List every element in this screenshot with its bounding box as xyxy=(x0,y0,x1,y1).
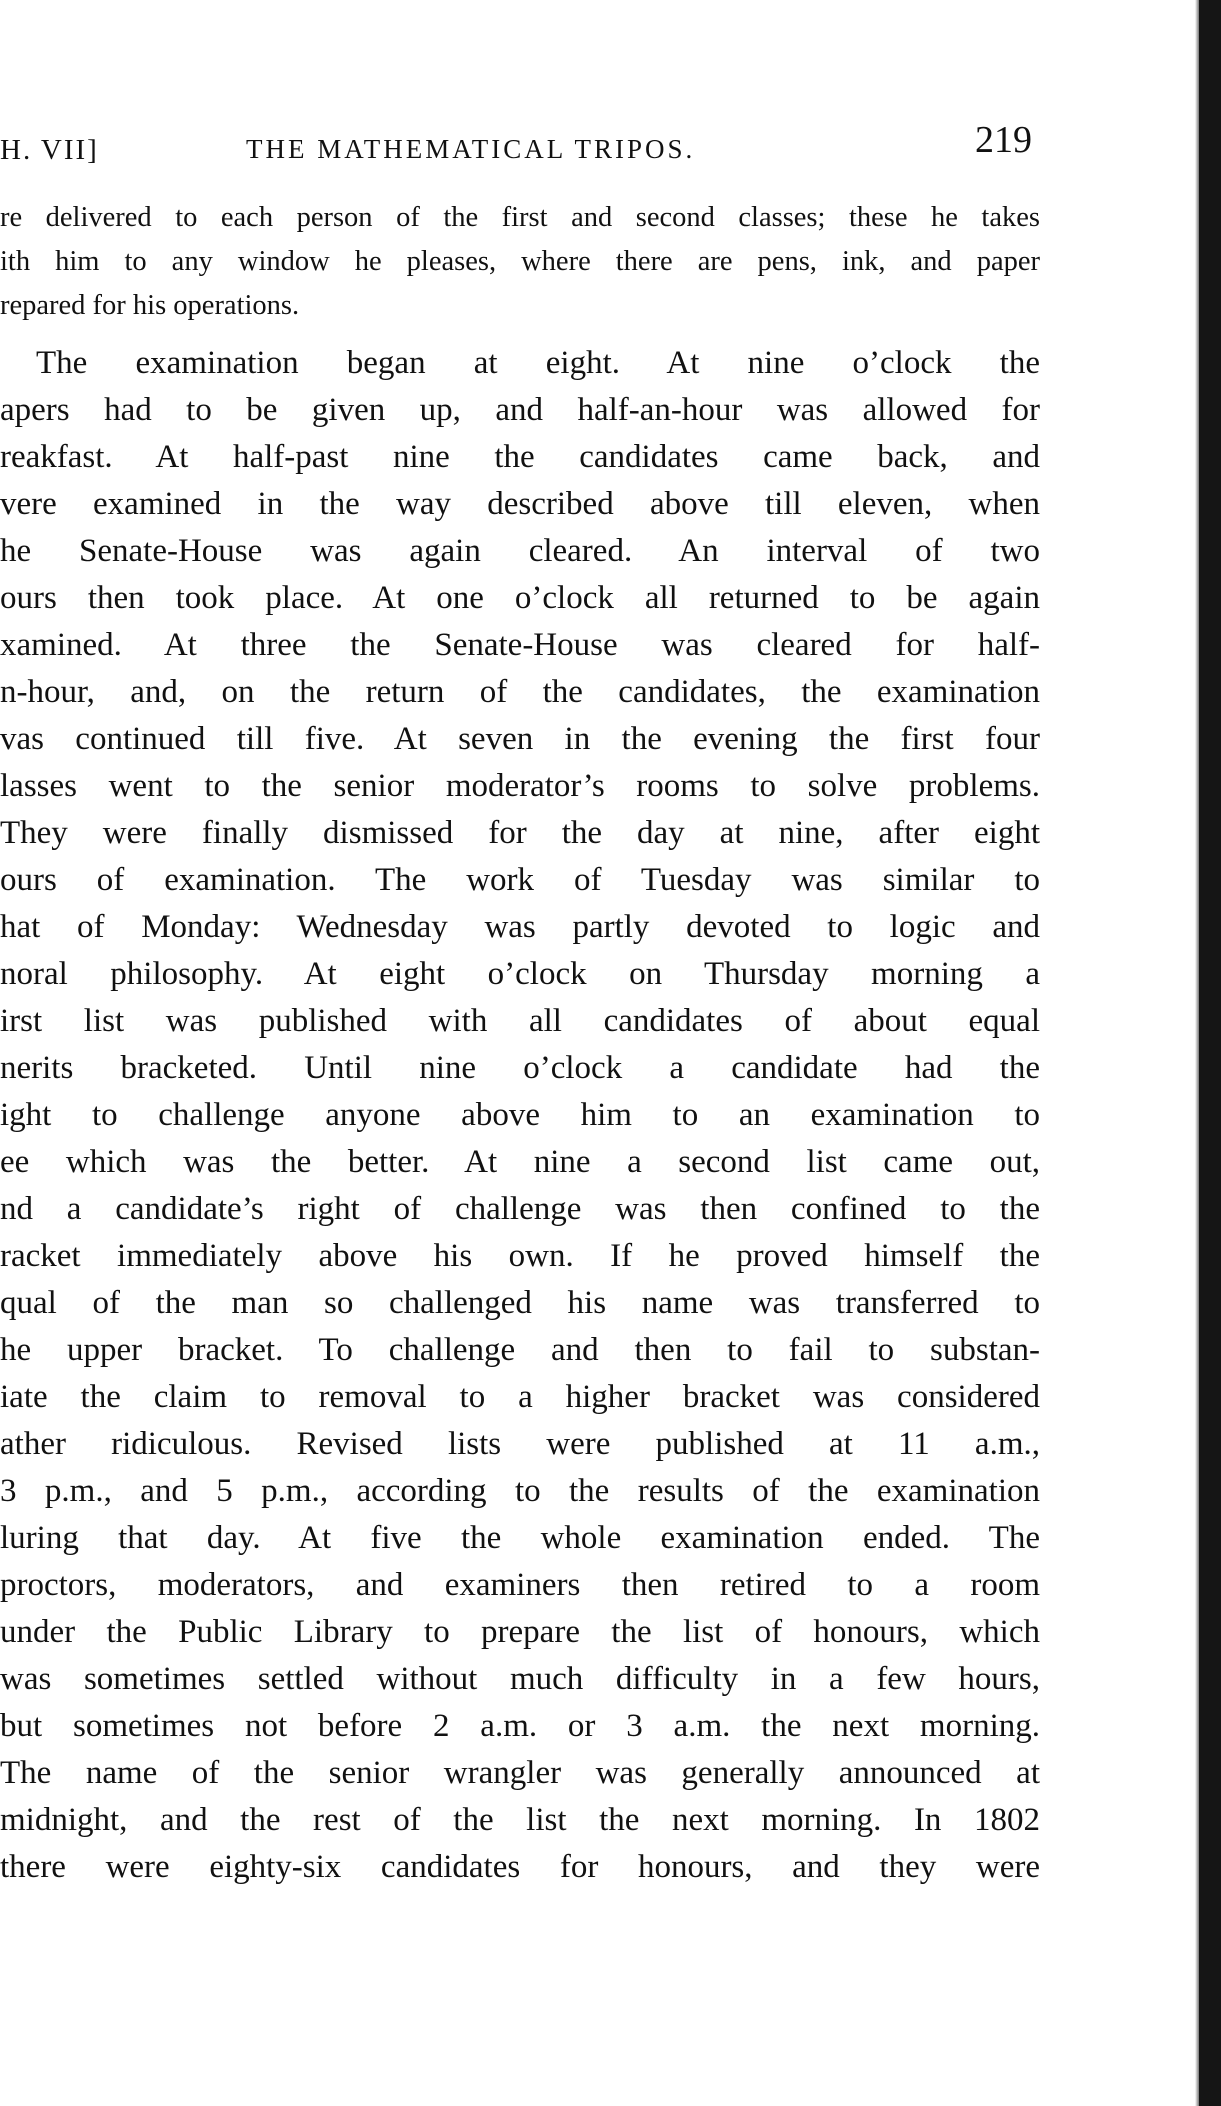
book-spine-edge xyxy=(1199,0,1221,2106)
body-line: hat of Monday: Wednesday was partly devoted to logic and xyxy=(0,909,1040,945)
body-line: ight to challenge anyone above him to an examination to xyxy=(0,1097,1040,1133)
body-line: under the Public Library to prepare the list of honours, which xyxy=(0,1614,1040,1650)
running-title: THE MATHEMATICAL TRIPOS. xyxy=(246,134,696,164)
body-line: proctors, moderators, and examiners then retired to a room xyxy=(0,1567,1040,1603)
body-line: iate the claim to removal to a higher bracket was considered xyxy=(0,1379,1040,1415)
body-line: but sometimes not before 2 a.m. or 3 a.m. the next morning. xyxy=(0,1708,1040,1744)
body-line: nerits bracketed. Until nine o’clock a candidate had the xyxy=(0,1050,1040,1086)
body-line: reakfast. At half-past nine the candidates came back, and xyxy=(0,439,1040,475)
body-line: 3 p.m., and 5 p.m., according to the results of the examination xyxy=(0,1473,1040,1509)
body-line: lasses went to the senior moderator’s rooms to solve problems. xyxy=(0,768,1040,804)
chapter-reference: H. VII] xyxy=(0,134,99,166)
body-line: luring that day. At five the whole examination ended. The xyxy=(0,1520,1040,1556)
body-paragraph xyxy=(0,340,1040,1891)
body-line: ours of examination. The work of Tuesday was similar to xyxy=(0,862,1040,898)
quote-line: re delivered to each person of the first and second classes; these he takes xyxy=(0,202,1040,233)
body-line: there were eighty-six candidates for honours, and they were xyxy=(0,1849,1040,1885)
body-line: he Senate-House was again cleared. An interval of two xyxy=(0,533,1040,569)
body-line: racket immediately above his own. If he proved himself the xyxy=(0,1238,1040,1274)
body-line: ee which was the better. At nine a second list came out, xyxy=(0,1144,1040,1180)
body-line: he upper bracket. To challenge and then to fail to substan- xyxy=(0,1332,1040,1368)
body-line: n-hour, and, on the return of the candidates, the examination xyxy=(0,674,1040,710)
body-line: was sometimes settled without much difficulty in a few hours, xyxy=(0,1661,1040,1697)
body-line: midnight, and the rest of the list the next morning. In 1802 xyxy=(0,1802,1040,1838)
body-line: vere examined in the way described above till eleven, when xyxy=(0,486,1040,522)
page-number: 219 xyxy=(975,119,1032,161)
body-line: noral philosophy. At eight o’clock on Thursday morning a xyxy=(0,956,1040,992)
quote-line: repared for his operations. xyxy=(0,290,300,321)
body-line: ather ridiculous. Revised lists were published at 11 a.m., xyxy=(0,1426,1040,1462)
body-line: ours then took place. At one o’clock all returned to be again xyxy=(0,580,1040,616)
body-line: They were finally dismissed for the day at nine, after eight xyxy=(0,815,1040,851)
body-line: The examination began at eight. At nine o’clock the xyxy=(36,345,1040,381)
quote-line: ith him to any window he pleases, where there are pens, ink, and paper xyxy=(0,246,1040,277)
running-head xyxy=(0,118,1050,168)
body-line: qual of the man so challenged his name was transferred to xyxy=(0,1285,1040,1321)
body-line: xamined. At three the Senate-House was cleared for half- xyxy=(0,627,1040,663)
body-line: apers had to be given up, and half-an-hour was allowed for xyxy=(0,392,1040,428)
body-line: nd a candidate’s right of challenge was then confined to the xyxy=(0,1191,1040,1227)
quoted-passage xyxy=(0,196,1040,328)
body-line: vas continued till five. At seven in the evening the first four xyxy=(0,721,1040,757)
body-line: irst list was published with all candidates of about equal xyxy=(0,1003,1040,1039)
body-line: The name of the senior wrangler was generally announced at xyxy=(0,1755,1040,1791)
